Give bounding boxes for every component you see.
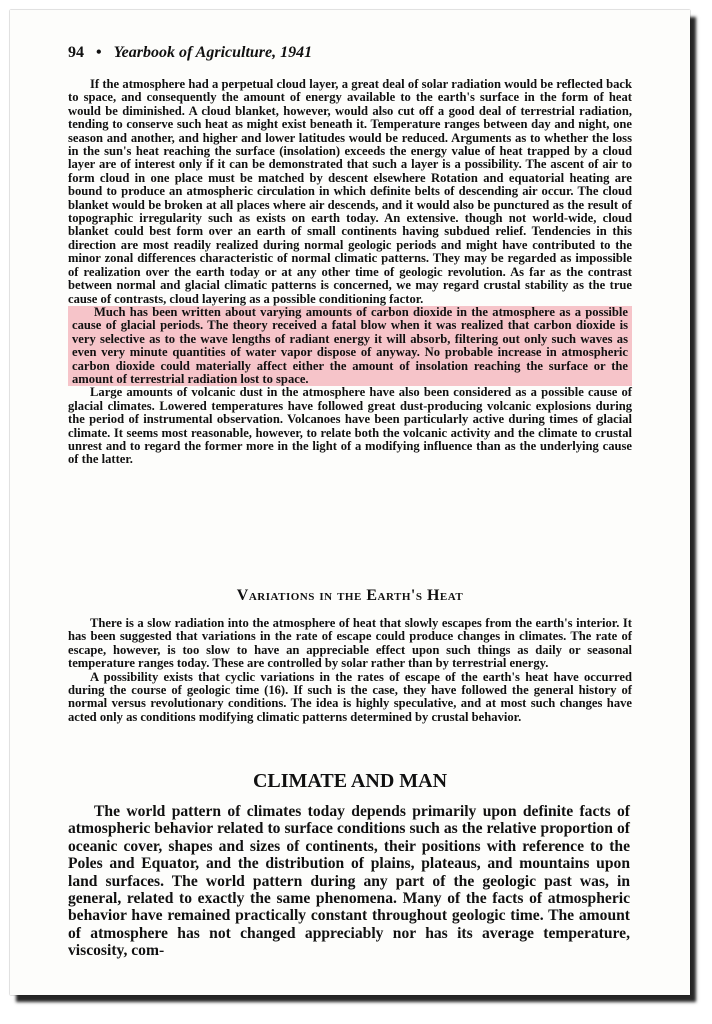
text-block-top: [68, 78, 632, 467]
document-page: [10, 10, 690, 995]
highlighted-paragraph-carbon-dioxide: Much has been written about varying amounts of carbon dioxide in the atmosphere as a possible cause of glacial periods. The theory received a fatal blow when it was realized that carbon dioxide is very selective as to the wave lengths of radiant energy it will absorb, filtering out only such waves as even very minute quantities of water vapor dispose of anyway. No probable increase in atmospheric carbon dioxide could materially affect either the amount of insolation reaching the surface or the amount of terrestrial radiation lost to space.: [68, 306, 632, 386]
paragraph-slow-radiation: There is a slow radiation into the atmosphere of heat that slowly escapes from the earth's interior. It has been suggested that variations in the rate of escape could produce changes in climates. The rate of escape, however, is too slow to have an appreciable effect upon such things as daily or seasonal temperature ranges today. These are controlled by solar rather than by terrestrial energy.: [68, 616, 632, 671]
book-title: Yearbook of Agriculture, 1941: [113, 44, 313, 61]
text-block-earth-heat: [68, 617, 632, 724]
text-block-climate-and-man: [68, 803, 630, 960]
paragraph-world-pattern: The world pattern of climates today depends primarily upon definite facts of atmospheric behavior related to surface conditions such as the relative proportion of oceanic cover, shapes and sizes of continents, their positions with reference to the Poles and Equator, and the distribution of plains, plateaus, and mountains upon land surfaces. The world pattern during any part of the geologic past was, in general, related to exactly the same phenomena. Many of the facts of atmospheric behavior have remained practically constant throughout geologic time. The amount of atmosphere has not changed appreciably nor has its average temperature, viscosity, com-: [68, 803, 630, 960]
running-header: [68, 44, 628, 62]
header-separator: •: [96, 44, 102, 61]
page-number: 94: [68, 44, 84, 61]
section-heading: Variations in the Earth's Heat: [236, 587, 464, 604]
paragraph-cloud-layer: If the atmosphere had a perpetual cloud layer, a great deal of solar radiation would be reflected back to space, and consequently the amount of energy available to the earth's surface in the form of heat would be diminished. A cloud blanket, however, would also cut off a good deal of terrestrial radiation, tending to conserve such heat as might exist beneath it. Temperature ranges between day and night, one season and another, and higher and lower latitudes would be reduced. Arguments as to whether the loss in the sun's heat reaching the surface (insolation) exceeds the energy value of heat trapped by a cloud layer are of interest only if it can be demonstrated that such a layer is a possibility. The ascent of air to form cloud in one place must be matched by descent elsewhere Rotation and equatorial heating are bound to produce an atmospheric circulation in which definite belts of descending air occur. The cloud blanket would be broken at all places where air descends, and it would also be punctured as the result of topographic irregularity such as exists on earth today. An extensive. though not world-wide, cloud blanket could best form over an earth of small continents having subdued relief. Tendencies in this direction are most readily realized during normal geologic periods and might have contributed to the minor zonal differences characteristic of normal climatic patterns. They may be regarded as impossible of realization over the earth today or at any other time of geologic revolution. As far as the contrast between normal and glacial climatic patterns is concerned, we may regard crustal stability as the true cause of contrasts, cloud layering as a possible conditioning factor.: [68, 77, 632, 306]
chapter-heading: CLIMATE AND MAN: [252, 770, 448, 792]
paragraph-cyclic-variations: A possibility exists that cyclic variations in the rates of escape of the earth's heat have occurred during the course of geologic time (16). If such is the case, they have followed the general history of normal versus revolutionary conditions. The idea is highly speculative, and at most such changes have acted only as conditions modifying climatic patterns determined by crustal behavior.: [68, 669, 632, 724]
paragraph-volcanic-dust: Large amounts of volcanic dust in the atmosphere have also been considered as a possible cause of glacial climates. Lowered temperatures have followed great dust-producing volcanic explosions during the period of instrumental observation. Volcanoes have been particularly active during times of glacial climate. It seems most reasonable, however, to relate both the volcanic activity and the climate to crustal unrest and to regard the former more in the light of a modifying influence than as the underlying cause of the latter.: [68, 385, 632, 467]
